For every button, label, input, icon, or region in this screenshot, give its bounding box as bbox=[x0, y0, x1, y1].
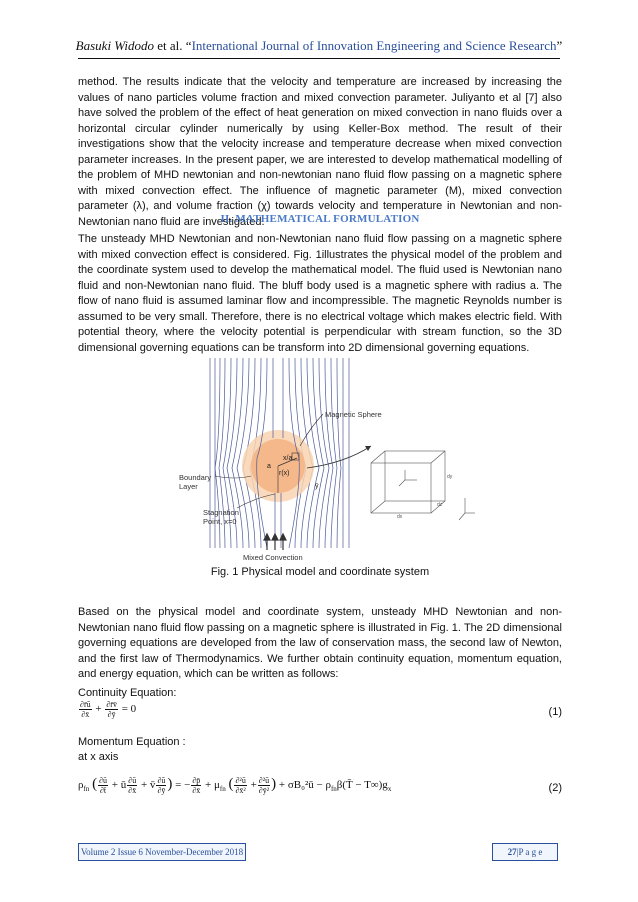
equation-number-1: (1) bbox=[548, 706, 562, 718]
footer-page bbox=[492, 843, 558, 861]
control-volume-cube bbox=[371, 451, 475, 520]
momentum-equation: $\rho_{fn}$ ( $\frac{\partial ū}{\partial t̄}$ + ū $\frac{\partial ū}{\partial x̄}$ + v̄ $\frac{\partial ū}{\partial ȳ}$ ) = − $\frac{\partial p̄}{\partial x̄}$ + $\mu_{fn}$ ( $\frac{\text{∂²ū}}{\text{∂x̄²}}$ + $\frac{\text{∂²ū}}{\text{∂ȳ²}}$ ) + σB₀²ū − $\rho_{fn}\beta(T̄ - T\infty)g_x$ (2) bbox=[78, 776, 562, 795]
continuity-label: Continuity Equation: bbox=[78, 687, 177, 699]
label-boundary-1: Boundary bbox=[179, 473, 212, 482]
momentum-label: Momentum Equation : bbox=[78, 736, 186, 748]
paragraph-intro: method. The results indicate that the velocity and temperature are increased by increasing the values of nano particles volume fraction and mixed convection parameter. Juliyanto et al [7] also have solved the problem of the effect of heat generation on mixed convection in nano fluids over a horizontal circular cylinder numerically by using Keller-Box method. The result of their investigations show that the velocity increase and temperature decrease when mixed convection parameter increases. In the present paper, we are interested to develop mathematical modelling of the problem of MHD newtonian and non-newtonian nano fluid flow passing on a magnetic sphere with mixed convection effect. The influence of magnetic parameter (M), mixed convection parameter (λ), and volume fraction (χ) towards velocity and temperature in Newtonian and non-Newtonian nano fluid are investigated. bbox=[78, 76, 562, 228]
label-stagnation-2: Point, x=0 bbox=[203, 517, 237, 526]
figure-caption: Fig. 1 Physical model and coordinate system bbox=[210, 566, 430, 578]
label-a: a bbox=[267, 463, 271, 470]
header-close-quote: ” bbox=[556, 38, 563, 53]
frac-2: $\frac{\partial r̄v̄}{\partial ȳ}$ bbox=[106, 700, 117, 719]
footer bbox=[78, 843, 558, 859]
equation-number-2: (2) bbox=[548, 782, 562, 794]
header-rule bbox=[78, 58, 560, 59]
label-dz: dz bbox=[437, 502, 443, 508]
label-xa: x/a bbox=[283, 455, 293, 462]
footer-page-label: |P a g e bbox=[516, 847, 543, 857]
label-dy: dy bbox=[447, 474, 453, 480]
mixed-convection-arrows bbox=[264, 534, 286, 550]
label-stagnation-1: Stagnation bbox=[203, 508, 239, 517]
label-boundary-2: Layer bbox=[179, 482, 198, 491]
footer-volume: Volume 2 Issue 6 November-December 2018 bbox=[78, 843, 246, 861]
footer-page-number: 27 bbox=[507, 847, 517, 857]
header-journal: International Journal of Innovation Engineering and Science Research bbox=[191, 38, 557, 53]
axis-label: at x axis bbox=[78, 751, 119, 763]
label-rx: r(x) bbox=[279, 470, 290, 477]
header-author: Basuki Widodo bbox=[75, 38, 155, 53]
label-mixed-convection: Mixed Convection bbox=[243, 553, 303, 562]
running-header bbox=[0, 38, 638, 54]
figure-physical-model bbox=[175, 358, 475, 563]
header-etal: et al. “ bbox=[154, 38, 192, 53]
label-dx: dx bbox=[397, 514, 403, 520]
frac-1: $\frac{\partial r̄ū}{\partial x̄}$ bbox=[80, 700, 91, 719]
label-ybar: ȳ bbox=[315, 483, 319, 490]
label-magnetic-sphere: Magnetic Sphere bbox=[325, 410, 382, 419]
continuity-equation: $\frac{\partial r̄ū}{\partial x̄}$ + $\frac{\partial r̄v̄}{\partial ȳ}$ = 0 (1) bbox=[80, 700, 562, 719]
paragraph-governing: Based on the physical model and coordinate system, unsteady MHD Newtonian and non-Newtonian nano fluid flow passing on a magnetic sphere is illustrated in Fig. 1. The 2D dimensional governing equations are developed from the law of conservation mass, the second law of Newton, and the first law of Thermodynamics. We further obtain continuity equation, momentum equation, and energy equation, which can be written as follows: bbox=[78, 606, 562, 680]
section-title: II. MATHEMATICAL FORMULATION bbox=[220, 213, 420, 225]
paragraph-formulation: The unsteady MHD Newtonian and non-Newtonian nano fluid flow passing on a magnetic sphere with mixed convection effect is considered. Fig. 1illustrates the physical model of the problem and the coordinate system used to develop the mathematical model. The fluid used is Newtonian nano fluid and non-Newtonian nano fluid. The bluff body used is a magnetic sphere with radius a. The flow of nano fluid is assumed laminar flow and incompressible. The magnetic Reynolds number is assumed to be very small. Therefore, there is no electrical voltage which makes electric field. With potential theory, where the velocity potential is perpendicular with stream function, so the 3D dimensional governing equations can be transform into 2D dimensional governing equations. bbox=[78, 233, 562, 354]
